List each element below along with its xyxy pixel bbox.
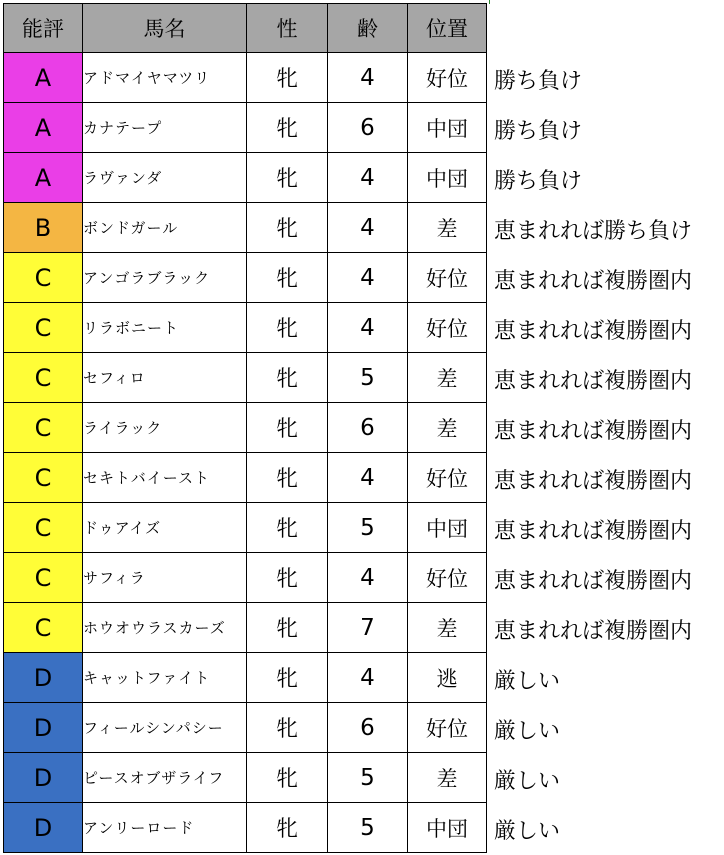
horse-name-cell[interactable]: ラヴァンダ (83, 153, 247, 203)
age-cell[interactable]: 5 (328, 353, 408, 403)
rating-cell[interactable]: D (4, 753, 83, 803)
table-row (4, 253, 487, 303)
comment-cell[interactable]: 勝ち負け (494, 169, 583, 194)
horse-name-cell[interactable]: ピースオブザライフ (83, 753, 247, 803)
rating-cell[interactable]: C (4, 603, 83, 653)
table-row (4, 753, 487, 803)
sex-cell[interactable]: 牝 (247, 453, 328, 503)
age-cell[interactable]: 4 (328, 553, 408, 603)
header-age[interactable]: 齢 (328, 4, 408, 53)
rating-cell[interactable]: D (4, 703, 83, 753)
age-cell[interactable]: 7 (328, 603, 408, 653)
sex-cell[interactable]: 牝 (247, 603, 328, 653)
horse-name-cell[interactable]: キャットファイト (83, 653, 247, 703)
age-cell[interactable]: 4 (328, 153, 408, 203)
table-row (4, 603, 487, 653)
position-cell[interactable]: 好位 (408, 253, 487, 303)
rating-cell[interactable]: C (4, 503, 83, 553)
age-cell[interactable]: 5 (328, 753, 408, 803)
rating-cell[interactable]: C (4, 453, 83, 503)
age-cell[interactable]: 5 (328, 803, 408, 853)
horse-name-cell[interactable]: ライラック (83, 403, 247, 453)
comment-cell[interactable]: 厳しい (494, 669, 561, 694)
rating-cell[interactable]: C (4, 303, 83, 353)
rating-cell[interactable]: D (4, 653, 83, 703)
position-cell[interactable]: 差 (408, 353, 487, 403)
comment-cell[interactable]: 恵まれれば勝ち負け (494, 219, 693, 244)
age-cell[interactable]: 4 (328, 653, 408, 703)
position-cell[interactable]: 差 (408, 203, 487, 253)
age-cell[interactable]: 6 (328, 403, 408, 453)
age-cell[interactable]: 4 (328, 53, 408, 103)
position-cell[interactable]: 逃 (408, 653, 487, 703)
age-cell[interactable]: 5 (328, 503, 408, 553)
rating-cell[interactable]: A (4, 53, 83, 103)
table-row (4, 703, 487, 753)
table-row (4, 403, 487, 453)
table-row (4, 453, 487, 503)
sex-cell[interactable]: 牝 (247, 103, 328, 153)
header-position[interactable]: 位置 (408, 4, 487, 53)
horse-name-cell[interactable]: アンゴラブラック (83, 253, 247, 303)
comment-cell[interactable]: 恵まれれば複勝圏内 (494, 319, 693, 344)
header-row (4, 4, 487, 53)
position-cell[interactable]: 中団 (408, 503, 487, 553)
position-cell[interactable]: 好位 (408, 453, 487, 503)
rating-cell[interactable]: A (4, 153, 83, 203)
comment-cell[interactable]: 厳しい (494, 769, 561, 794)
rating-cell[interactable]: B (4, 203, 83, 253)
horse-name-cell[interactable]: ドゥアイズ (83, 503, 247, 553)
sex-cell[interactable]: 牝 (247, 53, 328, 103)
position-cell[interactable]: 差 (408, 403, 487, 453)
position-cell[interactable]: 中団 (408, 803, 487, 853)
horse-name-cell[interactable]: サフィラ (83, 553, 247, 603)
horse-name-cell[interactable]: セフィロ (83, 353, 247, 403)
header-sex[interactable]: 性 (247, 4, 328, 53)
comment-cell[interactable]: 勝ち負け (494, 119, 583, 144)
rating-cell[interactable]: C (4, 403, 83, 453)
sex-cell[interactable]: 牝 (247, 203, 328, 253)
table-row (4, 303, 487, 353)
comment-cell[interactable]: 恵まれれば複勝圏内 (494, 369, 693, 394)
cell-cursor-mark (489, 0, 490, 4)
horse-name-cell[interactable]: セキトバイースト (83, 453, 247, 503)
sex-cell[interactable]: 牝 (247, 303, 328, 353)
sex-cell[interactable]: 牝 (247, 253, 328, 303)
horse-name-cell[interactable]: アンリーロード (83, 803, 247, 853)
comment-cell[interactable]: 厳しい (494, 819, 561, 844)
horse-name-cell[interactable]: アドマイヤマツリ (83, 53, 247, 103)
horse-rating-table (3, 3, 487, 853)
comment-cell[interactable]: 恵まれれば複勝圏内 (494, 569, 693, 594)
comment-cell[interactable]: 恵まれれば複勝圏内 (494, 419, 693, 444)
rating-cell[interactable]: D (4, 803, 83, 853)
sex-cell[interactable]: 牝 (247, 403, 328, 453)
rating-cell[interactable]: C (4, 553, 83, 603)
comment-cell[interactable]: 恵まれれば複勝圏内 (494, 519, 693, 544)
table-row (4, 53, 487, 103)
horse-name-cell[interactable]: ボンドガール (83, 203, 247, 253)
header-rating[interactable]: 能評 (4, 4, 83, 53)
sex-cell[interactable]: 牝 (247, 553, 328, 603)
horse-name-cell[interactable]: リラボニート (83, 303, 247, 353)
table-row (4, 503, 487, 553)
table-row (4, 353, 487, 403)
table-row (4, 203, 487, 253)
comment-cell[interactable]: 勝ち負け (494, 69, 583, 94)
position-cell[interactable]: 好位 (408, 703, 487, 753)
horse-name-cell[interactable]: フィールシンパシー (83, 703, 247, 753)
position-cell[interactable]: 好位 (408, 553, 487, 603)
age-cell[interactable]: 6 (328, 103, 408, 153)
sex-cell[interactable]: 牝 (247, 153, 328, 203)
sex-cell[interactable]: 牝 (247, 803, 328, 853)
table-row (4, 553, 487, 603)
sex-cell[interactable]: 牝 (247, 503, 328, 553)
age-cell[interactable]: 4 (328, 203, 408, 253)
position-cell[interactable]: 好位 (408, 303, 487, 353)
age-cell[interactable]: 4 (328, 253, 408, 303)
table-row (4, 803, 487, 853)
sex-cell[interactable]: 牝 (247, 353, 328, 403)
position-cell[interactable]: 差 (408, 753, 487, 803)
horse-name-cell[interactable]: ホウオウラスカーズ (83, 603, 247, 653)
position-cell[interactable]: 中団 (408, 103, 487, 153)
comment-cell[interactable]: 厳しい (494, 719, 561, 744)
age-cell[interactable]: 6 (328, 703, 408, 753)
rating-cell[interactable]: C (4, 353, 83, 403)
position-cell[interactable]: 中団 (408, 153, 487, 203)
position-cell[interactable]: 好位 (408, 53, 487, 103)
age-cell[interactable]: 4 (328, 303, 408, 353)
sex-cell[interactable]: 牝 (247, 753, 328, 803)
comment-cell[interactable]: 恵まれれば複勝圏内 (494, 619, 693, 644)
sex-cell[interactable]: 牝 (247, 703, 328, 753)
header-name[interactable]: 馬名 (83, 4, 247, 53)
rating-cell[interactable]: A (4, 103, 83, 153)
position-cell[interactable]: 差 (408, 603, 487, 653)
sex-cell[interactable]: 牝 (247, 653, 328, 703)
age-cell[interactable]: 4 (328, 453, 408, 503)
rating-cell[interactable]: C (4, 253, 83, 303)
horse-name-cell[interactable]: カナテープ (83, 103, 247, 153)
table-row (4, 103, 487, 153)
table-row (4, 153, 487, 203)
table-row (4, 653, 487, 703)
comment-cell[interactable]: 恵まれれば複勝圏内 (494, 469, 693, 494)
comment-cell[interactable]: 恵まれれば複勝圏内 (494, 269, 693, 294)
